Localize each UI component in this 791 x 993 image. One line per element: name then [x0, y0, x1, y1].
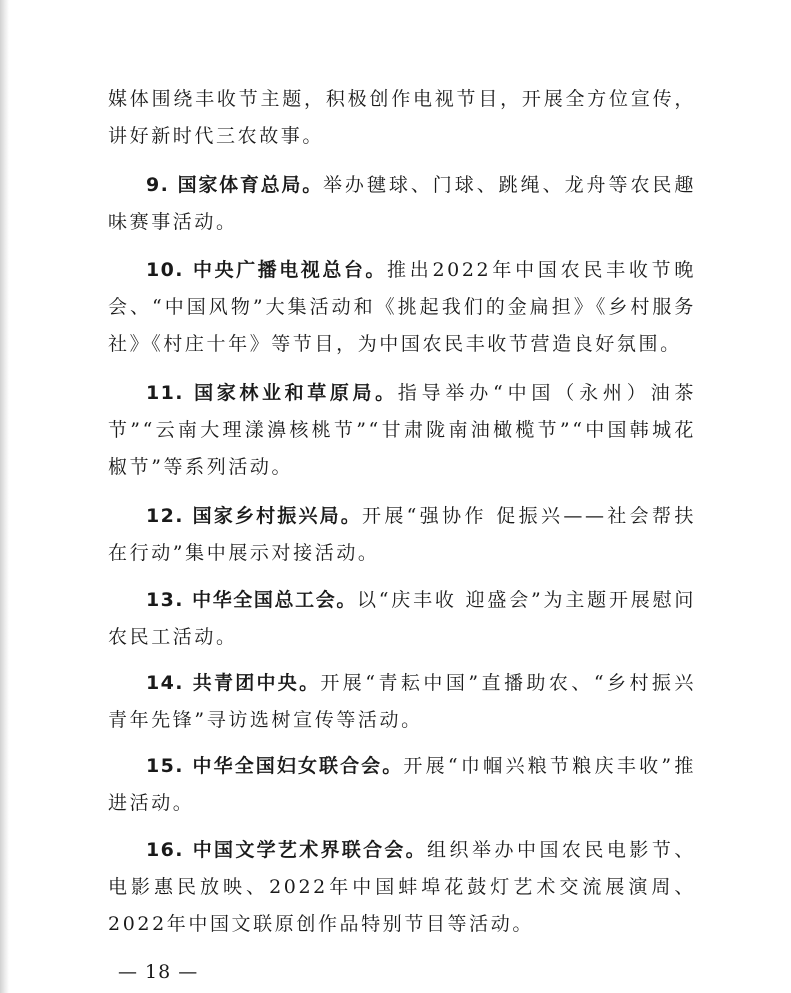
intro-text: 媒体围绕丰收节主题，积极创作电视节目，开展全方位宣传，讲好新时代三农故事。 — [108, 88, 696, 147]
department-name: 9. 国家体育总局。 — [146, 174, 323, 196]
item-text: 开展“青耘中国”直播助农、“乡村振兴青年先锋”寻访选树宣传等活动。 — [108, 672, 696, 731]
intro-paragraph — [108, 81, 696, 155]
page-edge-shadow — [0, 0, 9, 993]
item-paragraph-13 — [108, 582, 696, 656]
item-paragraph-11 — [108, 375, 696, 486]
department-name: 16. 中国文学艺术界联合会。 — [146, 839, 427, 861]
item-paragraph-16 — [108, 832, 696, 943]
item-paragraph-12 — [108, 498, 696, 572]
item-text: 以“庆丰收 迎盛会”为主题开展慰问农民工活动。 — [108, 589, 696, 648]
item-paragraph-9 — [108, 167, 696, 241]
item-paragraph-10 — [108, 252, 696, 363]
item-text: 组织举办中国农民电影节、电影惠民放映、2022年中国蚌埠花鼓灯艺术交流展演周、2022年中国文联原创作品特别节目等活动。 — [108, 839, 696, 935]
department-name: 11. 国家林业和草原局。 — [146, 382, 398, 404]
item-text: 推出2022年中国农民丰收节晚会、“中国风物”大集活动和《挑起我们的金扁担》《乡村服务社》《村庄十年》等节目，为中国农民丰收节营造良好氛围。 — [108, 259, 696, 355]
department-name: 12. 国家乡村振兴局。 — [146, 505, 362, 527]
item-text: 指导举办“中国（永州）油茶节”“云南大理漾濞核桃节”“甘肃陇南油橄榄节”“中国韩城花椒节”等系列活动。 — [108, 382, 696, 478]
item-text: 开展“巾帼兴粮节粮庆丰收”推进活动。 — [108, 755, 696, 814]
item-paragraph-15 — [108, 748, 696, 822]
item-text: 举办毽球、门球、跳绳、龙舟等农民趣味赛事活动。 — [108, 174, 696, 233]
department-name: 14. 共青团中央。 — [146, 672, 321, 694]
page-number: — 18 — — [118, 961, 199, 983]
item-paragraph-14 — [108, 665, 696, 739]
department-name: 13. 中华全国总工会。 — [146, 589, 357, 611]
department-name: 10. 中央广播电视总台。 — [146, 259, 387, 281]
item-text: 开展“强协作 促振兴——社会帮扶在行动”集中展示对接活动。 — [108, 505, 696, 564]
department-name: 15. 中华全国妇女联合会。 — [146, 755, 404, 777]
